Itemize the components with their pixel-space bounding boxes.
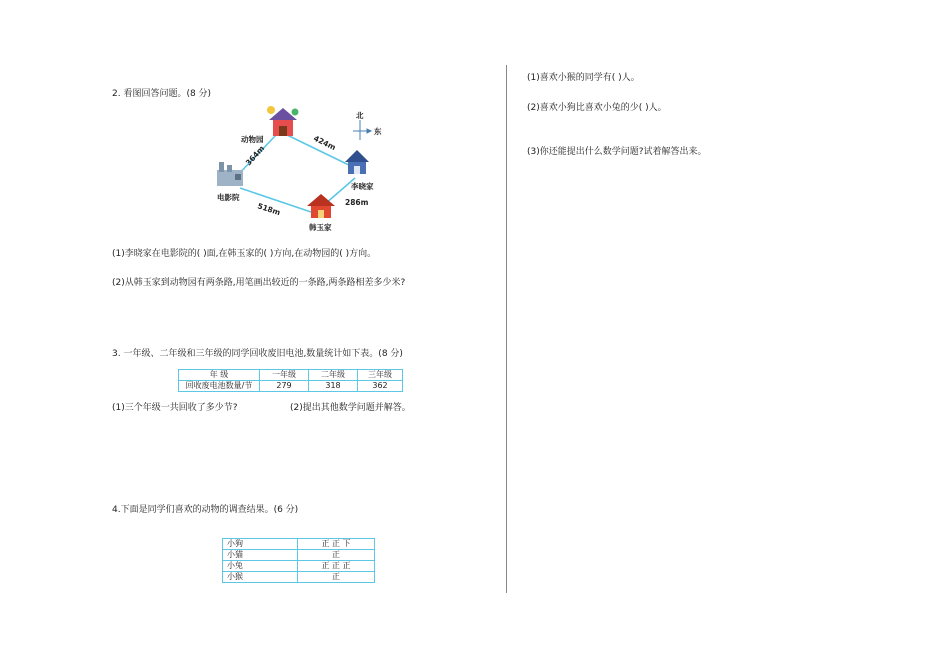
table-cell: 回收废电池数量/节 [179, 381, 260, 392]
table-cell: 小猫 [223, 550, 298, 561]
zoo-icon [267, 106, 299, 136]
q3-part1: (1)三个年级一共回收了多少节? [112, 403, 238, 413]
q4-part3: (3)你还能提出什么数学问题?试着解答出来。 [527, 147, 707, 157]
distance-zoo-li: 424m [312, 133, 338, 153]
battery-table [178, 369, 403, 392]
table-row [179, 370, 403, 381]
distance-cinema-han: 518m [256, 201, 282, 218]
distance-li-han: 286m [345, 198, 369, 207]
han-home-icon [307, 194, 335, 218]
table-cell: 小兔 [223, 561, 298, 572]
table-cell: 279 [260, 381, 309, 392]
column-divider [506, 65, 507, 593]
table-cell: 正 [298, 572, 375, 583]
q2-part2: (2)从韩玉家到动物园有两条路,用笔画出较近的一条路,两条路相差多少米? [112, 278, 406, 288]
q2-title: 2. 看图回答问题。(8 分) [112, 89, 212, 99]
q4-part2: (2)喜欢小狗比喜欢小兔的少( )人。 [527, 103, 667, 113]
q4-title: 4.下面是同学们喜欢的动物的调查结果。(6 分) [112, 505, 299, 515]
compass-icon [353, 120, 371, 140]
table-cell: 三年级 [358, 370, 403, 381]
table-cell: 362 [358, 381, 403, 392]
cinema-icon [217, 162, 243, 186]
table-cell: 正 正 下 [298, 539, 375, 550]
table-cell: 318 [309, 381, 358, 392]
q3-title: 3. 一年级、二年级和三年级的同学回收废旧电池,数量统计如下表。(8 分) [112, 349, 403, 359]
table-row [179, 381, 403, 392]
table-cell: 年 级 [179, 370, 260, 381]
table-cell: 二年级 [309, 370, 358, 381]
distance-cinema-zoo: 364m [243, 143, 267, 168]
table-cell: 正 [298, 550, 375, 561]
table-cell: 小狗 [223, 539, 298, 550]
li-home-icon [345, 150, 369, 174]
table-cell: 小猴 [223, 572, 298, 583]
table-cell: 一年级 [260, 370, 309, 381]
q2-part1: (1)李晓家在电影院的( )面,在韩玉家的( )方向,在动物园的( )方向。 [112, 249, 377, 259]
q3-part2: (2)提出其他数学问题并解答。 [290, 403, 411, 413]
table-cell: 正 正 正 [298, 561, 375, 572]
q4-part1: (1)喜欢小猴的同学有( )人。 [527, 73, 640, 83]
table-row [223, 539, 375, 550]
compass-east: 东 [374, 127, 382, 136]
zoo-label: 动物园 [241, 135, 264, 144]
map-diagram [205, 100, 405, 240]
compass-north: 北 [356, 111, 364, 120]
table-row [223, 561, 375, 572]
han-home-label: 韩玉家 [309, 223, 332, 232]
table-row [223, 550, 375, 561]
cinema-label: 电影院 [217, 193, 240, 202]
tally-table [222, 538, 375, 583]
table-row [223, 572, 375, 583]
li-home-label: 李晓家 [351, 182, 374, 191]
